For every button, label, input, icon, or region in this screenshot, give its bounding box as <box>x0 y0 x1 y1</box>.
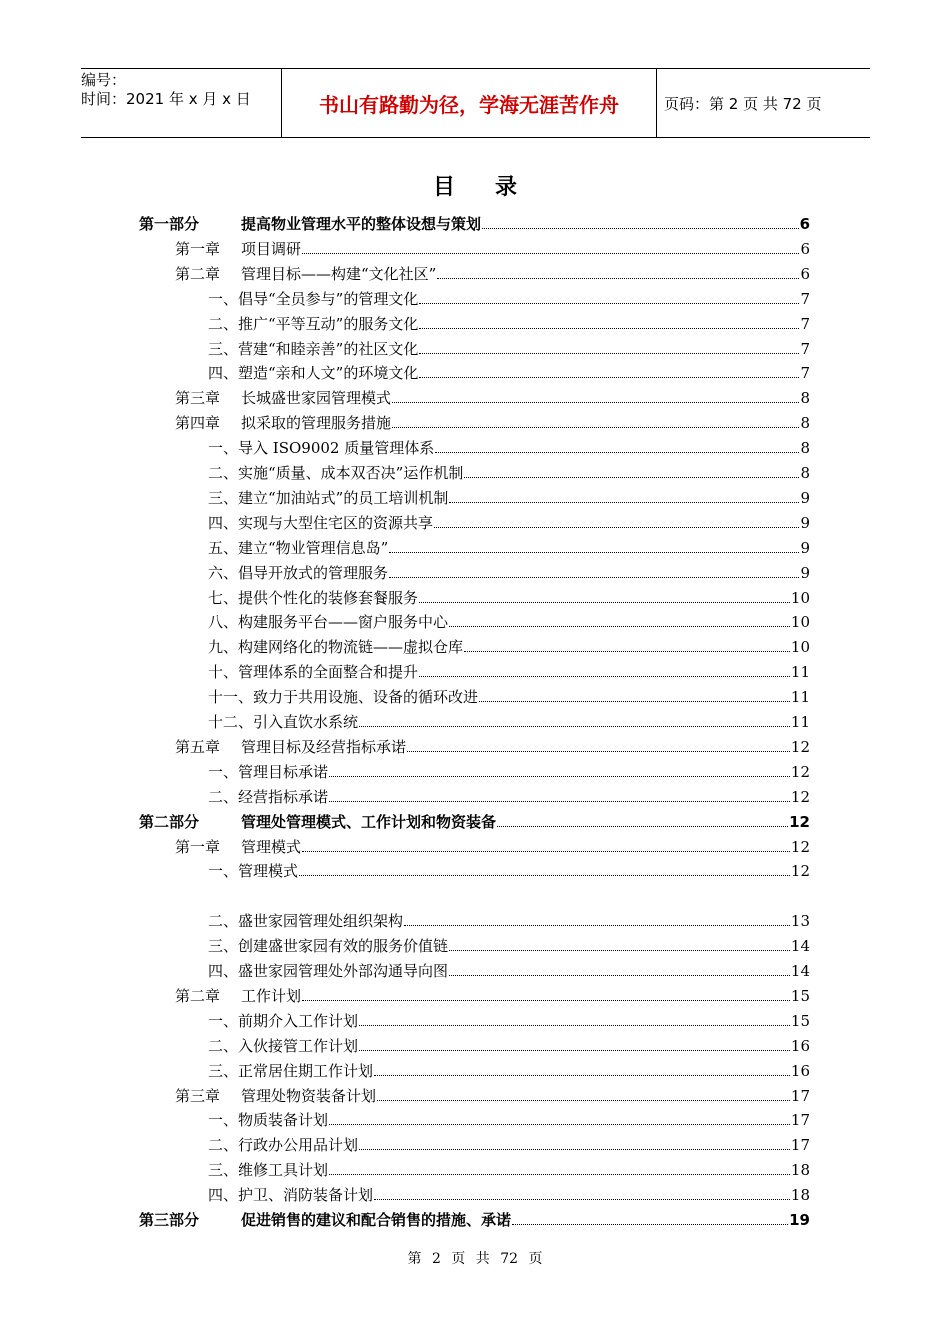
toc-entry-title: 管理目标及经营指标承诺 <box>241 737 407 756</box>
header-meta <box>81 69 281 139</box>
toc-dot-leader <box>512 1224 788 1225</box>
toc-entry[interactable] <box>208 756 810 781</box>
toc-dot-leader <box>479 701 790 702</box>
toc-entry-page: 14 <box>790 937 810 956</box>
toc-entry-page: 12 <box>790 737 810 756</box>
toc-dot-leader <box>377 1100 790 1101</box>
toc-entry-title: 项目调研 <box>241 239 302 258</box>
toc-dot-leader <box>435 452 799 453</box>
toc-entry-number: 三、 <box>208 1161 239 1180</box>
toc-entry-page: 6 <box>800 239 810 258</box>
toc-entry-number: 四、 <box>208 962 239 980</box>
toc-entry-title: 导入 ISO9002 质量管理体系 <box>238 439 435 458</box>
toc-entry-number: 三、 <box>208 339 239 358</box>
page-title: 目录 <box>432 175 557 200</box>
toc-entry-page: 6 <box>800 264 810 283</box>
toc-entry[interactable] <box>175 731 810 756</box>
toc-entry-number: 第三章 <box>175 1086 221 1105</box>
toc-entry[interactable] <box>208 457 810 482</box>
toc-entry[interactable] <box>208 1005 810 1030</box>
toc-entry-page: 16 <box>790 1036 810 1055</box>
toc-entry[interactable] <box>208 1104 810 1129</box>
toc-entry[interactable] <box>139 1204 810 1229</box>
toc-entry[interactable] <box>208 283 810 308</box>
toc-entry-title: 拟采取的管理服务措施 <box>241 414 392 433</box>
toc-entry-title: 盛世家园管理处组织架构 <box>238 912 404 931</box>
toc-entry-page: 12 <box>790 862 810 881</box>
toc-entry-number: 第一章 <box>175 239 221 258</box>
toc-entry-number: 第一章 <box>175 837 221 856</box>
toc-entry-title: 倡导“全员参与”的管理文化 <box>238 289 419 308</box>
toc-dot-leader <box>419 676 790 677</box>
toc-dot-leader <box>359 1149 790 1150</box>
toc-dot-leader <box>329 801 790 802</box>
toc-dot-leader <box>404 925 790 926</box>
toc-entry-number: 二、 <box>208 912 239 931</box>
toc-entry-title: 长城盛世家园管理模式 <box>241 389 392 408</box>
toc-dot-leader <box>419 328 799 329</box>
toc-entry-title: 前期介入工作计划 <box>238 1011 359 1030</box>
toc-entry-title: 构建服务平台——窗户服务中心 <box>238 613 449 632</box>
toc-entry-number: 一、 <box>208 862 239 881</box>
toc-entry-title: 管理模式 <box>241 837 302 856</box>
toc-entry-number: 九、 <box>208 638 239 657</box>
header-date: 时间：2021 年 x 月 x 日 <box>81 90 251 108</box>
toc-entry-page: 7 <box>800 314 810 333</box>
toc-entry[interactable] <box>208 432 810 457</box>
toc-entry[interactable] <box>208 1129 810 1154</box>
toc-entry-title: 维修工具计划 <box>238 1161 329 1180</box>
toc-entry-number: 七、 <box>208 588 239 607</box>
toc-entry[interactable] <box>208 308 810 333</box>
toc-entry-number: 第一部分 <box>139 215 200 233</box>
toc-dot-leader <box>482 228 799 229</box>
toc-entry-number: 四、 <box>208 513 239 532</box>
toc-entry-page: 11 <box>790 713 810 731</box>
toc-dot-leader <box>329 1124 790 1125</box>
toc-entry-page: 17 <box>790 1111 810 1130</box>
toc-entry-number: 三、 <box>208 1061 239 1080</box>
toc-entry-title: 管理目标——构建“文化社区” <box>241 264 437 283</box>
toc-dot-leader <box>374 1199 790 1200</box>
toc-entry[interactable] <box>208 905 810 930</box>
toc-entry-title: 工作计划 <box>241 986 302 1005</box>
toc-entry[interactable] <box>208 781 810 806</box>
toc-entry-page: 11 <box>790 663 810 682</box>
toc-entry-title: 物质装备计划 <box>238 1111 329 1130</box>
toc-entry-number: 二、 <box>208 787 239 806</box>
toc-entry-page: 9 <box>800 513 810 532</box>
toc-entry-title: 塑造“亲和人文”的环境文化 <box>238 364 419 383</box>
toc-entry-title: 管理处物资装备计划 <box>241 1086 377 1105</box>
toc-dot-leader <box>299 875 790 876</box>
toc-dot-leader <box>419 353 799 354</box>
toc-dot-leader <box>392 427 799 428</box>
toc-entry-number: 第三章 <box>175 389 221 408</box>
toc-dot-leader <box>329 776 790 777</box>
toc-entry-page: 8 <box>800 414 810 433</box>
toc-entry-page: 12 <box>790 837 810 856</box>
toc-entry-number: 一、 <box>208 289 239 308</box>
toc-entry-page: 13 <box>790 912 810 931</box>
toc-entry-title: 构建网络化的物流链——虚拟仓库 <box>238 638 464 657</box>
toc-dot-leader <box>392 402 799 403</box>
toc-dot-leader <box>449 975 790 976</box>
toc-dot-leader <box>302 851 790 852</box>
toc-entry[interactable] <box>208 1030 810 1055</box>
toc-entry-number: 八、 <box>208 613 239 632</box>
toc-entry[interactable] <box>175 407 810 432</box>
toc-entry-number: 第二章 <box>175 264 221 283</box>
toc-entry-title: 提供个性化的装修套餐服务 <box>238 588 419 607</box>
toc-entry-page: 11 <box>790 688 810 707</box>
toc-entry-page: 18 <box>790 1161 810 1180</box>
toc-dot-leader <box>359 726 790 727</box>
toc-entry[interactable] <box>175 831 810 856</box>
toc-entry-page: 14 <box>790 962 810 980</box>
toc-entry[interactable] <box>208 606 810 631</box>
toc-dot-leader <box>449 950 790 951</box>
toc-entry-number: 十一、 <box>208 688 254 707</box>
toc-entry-title: 管理处管理模式、工作计划和物资装备 <box>241 812 497 831</box>
toc-entry-title: 建立“物业管理信息岛” <box>238 538 389 557</box>
toc-entry-title: 引入直饮水系统 <box>253 713 359 731</box>
toc-entry-number: 二、 <box>208 464 239 482</box>
toc-entry-number: 二、 <box>208 1036 239 1055</box>
toc-entry-title: 管理目标承诺 <box>238 762 329 781</box>
toc-entry-page: 15 <box>790 1011 810 1030</box>
page-footer: 第 2 页 共 72 页 <box>407 1251 543 1267</box>
toc-entry[interactable] <box>208 482 810 507</box>
toc-entry-number: 三、 <box>208 488 239 507</box>
toc-entry-title: 盛世家园管理处外部沟通导向图 <box>238 962 449 980</box>
toc-dot-leader <box>389 577 799 578</box>
toc-entry-number: 十、 <box>208 663 239 682</box>
toc-entry-number: 四、 <box>208 364 239 383</box>
toc-entry-number: 一、 <box>208 439 239 458</box>
toc-entry-number: 四、 <box>208 1186 239 1205</box>
toc-entry[interactable] <box>139 806 810 831</box>
toc-entry-page: 7 <box>800 364 810 383</box>
toc-entry-title: 管理模式 <box>238 862 299 881</box>
toc-entry-number: 二、 <box>208 314 239 333</box>
toc-entry[interactable] <box>139 208 810 233</box>
toc-dot-leader <box>449 626 790 627</box>
toc-entry-page: 10 <box>790 638 810 657</box>
toc-entry-page: 9 <box>800 538 810 557</box>
toc-entry-title: 推广“平等互动”的服务文化 <box>238 314 419 333</box>
toc-entry[interactable] <box>208 930 810 955</box>
toc-entry-title: 建立“加油站式”的员工培训机制 <box>238 488 449 507</box>
toc-entry[interactable] <box>208 681 810 706</box>
toc-entry[interactable] <box>208 582 810 607</box>
toc-entry[interactable] <box>208 333 810 358</box>
toc-entry[interactable] <box>208 1055 810 1080</box>
toc-entry-number: 第五章 <box>175 737 221 756</box>
toc-entry[interactable] <box>208 557 810 582</box>
toc-entry[interactable] <box>208 507 810 532</box>
toc-dot-leader <box>359 1050 790 1051</box>
toc-dot-leader <box>449 502 799 503</box>
toc-dot-leader <box>302 253 799 254</box>
toc-dot-leader <box>464 651 790 652</box>
toc-entry-page: 12 <box>790 762 810 781</box>
toc-entry-page: 9 <box>800 563 810 582</box>
toc-entry[interactable] <box>175 382 810 407</box>
toc-entry[interactable] <box>208 706 810 731</box>
toc-entry-page: 16 <box>790 1061 810 1080</box>
toc-entry-number: 一、 <box>208 762 239 781</box>
toc-dot-leader <box>419 303 799 304</box>
toc-entry-title: 致力于共用设施、设备的循环改进 <box>253 688 479 707</box>
toc-dot-leader <box>419 377 799 378</box>
toc-entry-page: 8 <box>800 389 810 408</box>
toc-entry-number: 一、 <box>208 1011 239 1030</box>
toc-entry[interactable] <box>175 1080 810 1105</box>
toc-dot-leader <box>329 1174 790 1175</box>
toc-entry[interactable] <box>208 1179 810 1204</box>
toc-entry-title: 实施“质量、成本双否决”运作机制 <box>238 464 464 482</box>
toc-entry-title: 实现与大型住宅区的资源共享 <box>238 513 434 532</box>
toc-entry-page: 17 <box>790 1086 810 1105</box>
toc-dot-leader <box>434 527 799 528</box>
toc-entry-page: 7 <box>800 289 810 308</box>
toc-entry-page: 8 <box>800 464 810 482</box>
toc-dot-leader <box>302 1000 790 1001</box>
toc-entry[interactable] <box>175 258 810 283</box>
toc-entry-page: 8 <box>800 439 810 458</box>
toc-entry-title: 提高物业管理水平的整体设想与策划 <box>241 215 482 233</box>
toc-entry[interactable] <box>208 1154 810 1179</box>
toc-entry-number: 第二章 <box>175 986 221 1005</box>
toc-entry-page: 10 <box>790 613 810 632</box>
toc-entry[interactable] <box>208 955 810 980</box>
toc-entry-page: 12 <box>789 812 810 831</box>
page-header <box>81 68 870 138</box>
toc-entry-number: 二、 <box>208 1136 239 1155</box>
toc-dot-leader <box>419 602 790 603</box>
toc-entry-page: 18 <box>790 1186 810 1205</box>
toc-entry-title: 倡导开放式的管理服务 <box>238 563 389 582</box>
toc-entry-title: 促进销售的建议和配合销售的措施、承诺 <box>241 1211 512 1229</box>
toc-entry[interactable] <box>175 980 810 1005</box>
toc-entry-title: 正常居住期工作计划 <box>238 1061 374 1080</box>
toc-entry-title: 营建“和睦亲善”的社区文化 <box>238 339 419 358</box>
toc-dot-leader <box>359 1025 790 1026</box>
toc-entry-page: 15 <box>790 986 810 1005</box>
toc-entry-page: 6 <box>799 215 810 233</box>
toc-dot-leader <box>389 552 799 553</box>
toc-entry-number: 十二、 <box>208 713 254 731</box>
toc-entry-number: 六、 <box>208 563 239 582</box>
toc-entry-title: 行政办公用品计划 <box>238 1136 359 1155</box>
toc-entry[interactable] <box>208 357 810 382</box>
toc-dot-leader <box>407 751 790 752</box>
toc-dot-leader <box>437 278 799 279</box>
toc-entry[interactable] <box>175 233 810 258</box>
toc-entry-number: 第二部分 <box>139 812 200 831</box>
toc-entry-number: 三、 <box>208 937 239 956</box>
toc-entry[interactable] <box>208 656 810 681</box>
toc-entry-page: 19 <box>789 1211 810 1229</box>
toc-entry-title: 管理体系的全面整合和提升 <box>238 663 419 682</box>
toc-entry-number: 一、 <box>208 1111 239 1130</box>
toc-entry-page: 17 <box>790 1136 810 1155</box>
toc-entry-title: 护卫、消防装备计划 <box>238 1186 374 1205</box>
toc-entry-title: 经营指标承诺 <box>238 787 329 806</box>
toc-entry[interactable] <box>208 532 810 557</box>
toc-entry-title: 入伙接管工作计划 <box>238 1036 359 1055</box>
toc-entry-number: 五、 <box>208 538 239 557</box>
toc-entry-page: 9 <box>800 488 810 507</box>
toc-dot-leader <box>497 826 788 827</box>
toc-entry-title: 创建盛世家园有效的服务价值链 <box>238 937 449 956</box>
toc-entry-page: 12 <box>790 787 810 806</box>
toc-entry-number: 第三部分 <box>139 1211 200 1229</box>
toc-dot-leader <box>464 477 799 478</box>
toc-entry-number: 第四章 <box>175 414 221 433</box>
header-number: 编号： <box>81 71 127 89</box>
toc-entry[interactable] <box>208 631 810 656</box>
toc-entry-page: 7 <box>800 339 810 358</box>
toc-entry[interactable] <box>208 855 810 880</box>
header-page-info: 页码：第 2 页 共 72 页 <box>664 94 822 113</box>
toc-dot-leader <box>374 1075 790 1076</box>
toc-entry-page: 10 <box>790 588 810 607</box>
header-motto: 书山有路勤为径，学海无涯苦作舟 <box>281 69 657 137</box>
